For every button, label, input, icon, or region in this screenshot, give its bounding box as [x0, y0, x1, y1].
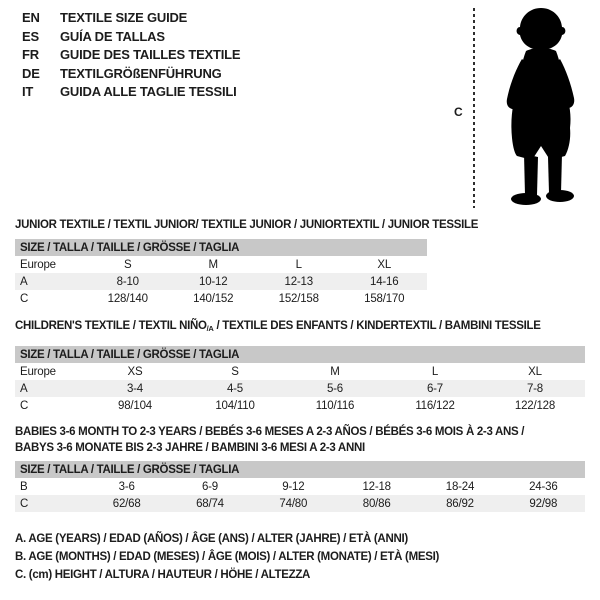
guide-title-it: GUIDA ALLE TAGLIE TESSILI: [60, 84, 237, 99]
table-row: [15, 397, 585, 414]
junior-size-table-section: [15, 239, 427, 307]
value-cell: 14-16: [370, 275, 399, 288]
row-label-cell: C: [20, 497, 29, 510]
junior-table-title: JUNIOR TEXTILE / TEXTIL JUNIOR/ TEXTILE JUNIOR / JUNIORTEXTIL / JUNIOR TESSILE: [15, 219, 479, 231]
value-cell: M: [330, 365, 340, 378]
value-cell: 158/170: [364, 292, 405, 305]
size-header-bar: SIZE / TALLA / TAILLE / GRÖSSE / TAGLIA: [15, 461, 585, 478]
value-cell: 122/128: [514, 399, 556, 412]
row-label-cell: B: [20, 480, 28, 493]
value-cell: 12-13: [284, 275, 313, 288]
value-cell: XL: [377, 258, 392, 271]
value-cell: 4-5: [226, 382, 244, 395]
value-cell: 140/152: [193, 292, 234, 305]
babies-size-table-section: [15, 461, 585, 512]
value-cell: 10-12: [199, 275, 228, 288]
row-label-cell: C: [20, 399, 29, 412]
value-cell: 74/80: [279, 497, 308, 510]
row-label-cell: C: [20, 292, 29, 305]
guide-title-en: TEXTILE SIZE GUIDE: [60, 10, 188, 25]
value-cell: 92/98: [529, 497, 558, 510]
value-cell: 6-7: [426, 382, 444, 395]
value-cell: 86/92: [446, 497, 474, 510]
language-code: DE: [22, 65, 40, 81]
table-row: [15, 256, 427, 273]
value-cell: 8-10: [116, 275, 139, 288]
value-cell: S: [231, 365, 239, 378]
language-code: ES: [22, 28, 39, 44]
value-cell: 7-8: [526, 382, 544, 395]
baby-silhouette-icon: [486, 4, 596, 209]
value-cell: XS: [127, 365, 143, 378]
value-cell: 12-18: [362, 480, 391, 493]
children-table-title: CHILDREN'S TEXTILE / TEXTIL $NIÑO_{/A}$ / TEXTILE DES ENFANTS / KINDERTEXTIL / BAMBINI TESSILE: [15, 320, 541, 333]
value-cell: 5-6: [326, 382, 344, 395]
size-header-bar: SIZE / TALLA / TAILLE / GRÖSSE / TAGLIA: [15, 239, 427, 256]
value-cell: M: [208, 258, 218, 271]
value-cell: 116/122: [415, 399, 455, 412]
value-cell: 152/158: [278, 292, 319, 305]
value-cell: 128/140: [107, 292, 148, 305]
guide-title-de: TEXTILGRÖßENFÜHRUNG: [60, 65, 222, 81]
table-row: [15, 495, 585, 512]
row-label-cell: Europe: [20, 258, 56, 271]
value-cell: 3-6: [118, 480, 135, 493]
language-row-de: [22, 65, 240, 84]
size-header-row: [15, 239, 427, 256]
junior-size-table: [15, 239, 427, 307]
value-cell: 9-12: [282, 480, 305, 493]
babies-size-table: [15, 461, 585, 512]
size-header-bar: SIZE / TALLA / TAILLE / GRÖSSE / TAGLIA: [15, 346, 585, 363]
babies-table-title: BABIES 3-6 MONTH TO 2-3 YEARS / BEBÉS 3-6 MESES A 2-3 AÑOS / BÉBÉS 3-6 MOIS À 2-3 ANS / BABYS 3-6 MONATE BIS 2-3 JAHRE / BAMBINI 3-6 MESI A 2-3 ANNI: [15, 426, 525, 454]
children-size-table-section: [15, 346, 585, 414]
language-code: IT: [22, 84, 34, 99]
value-cell: S: [124, 258, 132, 271]
row-label-cell: A: [20, 275, 28, 288]
children-size-table: [15, 346, 585, 414]
value-cell: 24-36: [529, 480, 558, 493]
language-row-fr: [22, 46, 240, 65]
table-row: [15, 380, 585, 397]
row-label-cell: A: [20, 382, 28, 395]
value-cell: 62/68: [112, 497, 141, 510]
value-cell: 68/74: [196, 497, 224, 510]
value-cell: 98/104: [118, 399, 152, 412]
language-list: [22, 9, 240, 102]
table-row: [15, 478, 585, 495]
value-cell: L: [295, 258, 302, 271]
table-row: [15, 363, 585, 380]
value-cell: 6-9: [201, 480, 218, 493]
size-header-row: [15, 346, 585, 363]
table-row: [15, 290, 427, 307]
language-row-es: [22, 28, 240, 47]
guide-title-es: GUÍA DE TALLAS: [60, 28, 165, 44]
value-cell: 80/86: [362, 497, 391, 510]
row-label-cell: Europe: [20, 365, 56, 378]
language-code: EN: [22, 10, 40, 25]
language-code: FR: [22, 47, 39, 62]
language-row-en: [22, 9, 240, 28]
note-age-months: B. AGE (MONTHS) / EDAD (MESES) / ÂGE (MOIS) / ALTER (MONATE) / ETÀ (MESI): [15, 551, 440, 563]
note-height-cm: C. (cm) HEIGHT / ALTURA / HAUTEUR / HÖHE / ALTEZZA: [15, 569, 311, 581]
value-cell: 3-4: [126, 382, 144, 395]
table-row: [15, 273, 427, 290]
guide-title-fr: GUIDE DES TAILLES TEXTILE: [60, 47, 241, 62]
language-row-it: [22, 83, 240, 102]
value-cell: 18-24: [445, 480, 475, 493]
size-header-row: [15, 461, 585, 478]
value-cell: XL: [528, 365, 542, 378]
note-age-years: A. AGE (YEARS) / EDAD (AÑOS) / ÂGE (ANS) / ALTER (JAHRE) / ETÀ (ANNI): [15, 533, 408, 545]
value-cell: 110/116: [315, 399, 355, 412]
value-cell: L: [431, 365, 439, 378]
height-measure-label: C: [454, 105, 463, 119]
value-cell: 104/110: [215, 399, 255, 412]
legend-notes: [15, 530, 439, 584]
height-dashed-line: [473, 8, 475, 208]
